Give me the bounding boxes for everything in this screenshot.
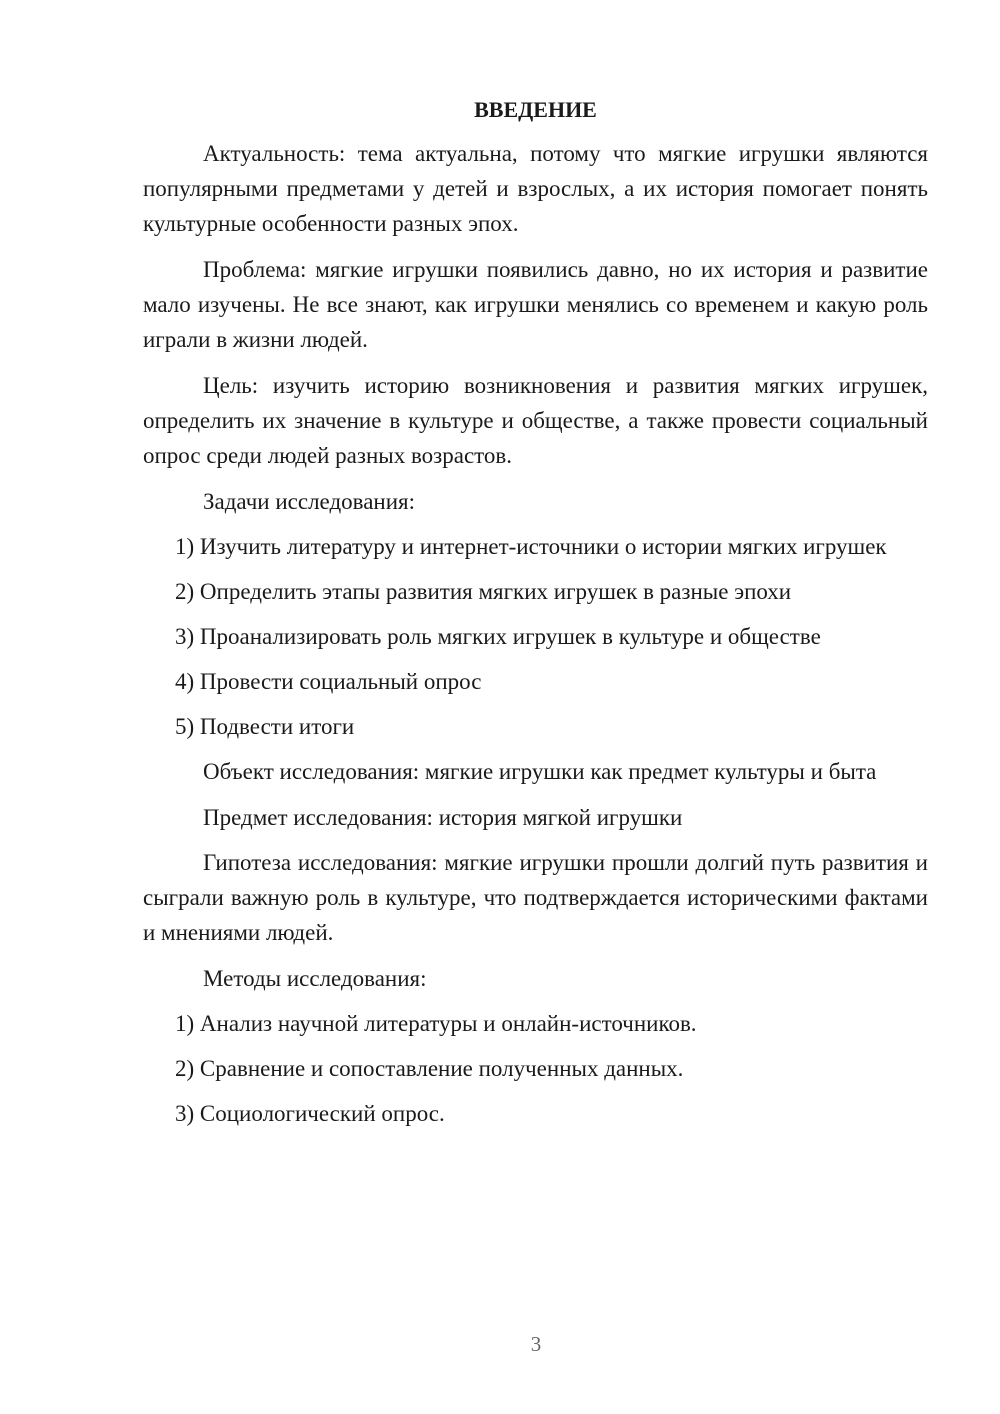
tasks-heading: Задачи исследования: bbox=[203, 489, 416, 514]
hypothesis-paragraph: Гипотеза исследования: мягкие игрушки прошли долгий путь развития и сыграли важную роль в культуре, что подтверждается историческими фактами и мнениями людей. bbox=[143, 850, 928, 945]
relevance-paragraph: Актуальность: тема актуальна, потому что мягкие игрушки являются популярными предметами у детей и взрослых, а их история помогает понять культурные особенности разных эпох. bbox=[143, 141, 928, 236]
task-item: 2) Определить этапы развития мягких игрушек в разные эпохи bbox=[175, 579, 792, 604]
object-paragraph: Объект исследования: мягкие игрушки как предмет культуры и быта bbox=[203, 759, 877, 784]
subject-paragraph: Предмет исследования: история мягкой игрушки bbox=[203, 805, 683, 830]
task-item: 4) Провести социальный опрос bbox=[175, 669, 482, 694]
page-number: 3 bbox=[530, 1332, 542, 1356]
methods-heading: Методы исследования: bbox=[203, 966, 427, 991]
task-item: 3) Проанализировать роль мягких игрушек в культуре и обществе bbox=[175, 624, 821, 649]
task-item: 5) Подвести итоги bbox=[175, 714, 355, 739]
method-item: 3) Социологический опрос. bbox=[175, 1101, 445, 1126]
task-item: 1) Изучить литературу и интернет-источники о истории мягких игрушек bbox=[175, 534, 887, 559]
method-item: 1) Анализ научной литературы и онлайн-источников. bbox=[175, 1011, 697, 1036]
problem-paragraph: Проблема: мягкие игрушки появились давно, но их история и развитие мало изучены. Не все знают, как игрушки менялись со временем и какую роль играли в жизни людей. bbox=[143, 257, 928, 352]
goal-paragraph: Цель: изучить историю возникновения и развития мягких игрушек, определить их значение в культуре и обществе, а также провести социальный опрос среди людей разных возрастов. bbox=[143, 373, 928, 468]
section-title: ВВЕДЕНИЕ bbox=[474, 97, 597, 122]
method-item: 2) Сравнение и сопоставление полученных данных. bbox=[175, 1056, 684, 1081]
document-body bbox=[143, 95, 928, 1141]
